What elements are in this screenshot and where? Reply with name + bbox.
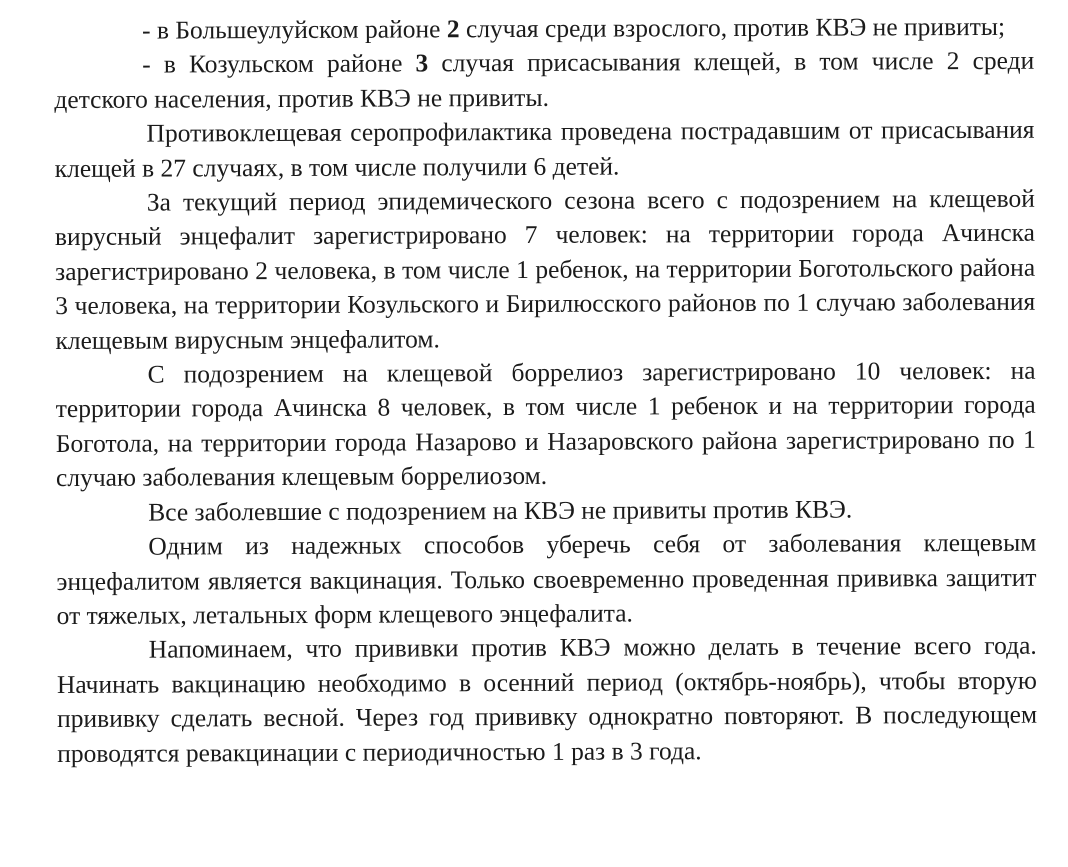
paragraph-reminder: Напоминаем, что прививки против КВЭ можно делать в течение всего года. Начинать вакцинацию необходимо в осенний период (октябрь-ноябрь), чтобы вторую прививку сделать весной. Через год прививку однократно повторяют. В последующем проводятся ревакцинации с периодичностью 1 раз в 3 года.	[56, 631, 1038, 768]
paragraph-kozulsky	[54, 44, 1034, 117]
case-count-bold: 2	[446, 14, 460, 44]
paragraph-not-vaccinated: Все заболевшие с подозрением на КВЭ не привиты против КВЭ.	[148, 494, 853, 527]
paragraph-text-after: случая присасывания клещей, в том числе 2 среди детского населения, против КВЭ не привиты.	[54, 46, 1035, 114]
paragraph-vaccination: Одним из надежных способов уберечь себя от заболевания клещевым энцефалитом является вакцинация. Только своевременно проведенная прививка защитит от тяжелых, летальных форм клещевого энцефалита.	[56, 527, 1037, 630]
paragraph-borreliosis: С подозрением на клещевой боррелиоз зарегистрировано 10 человек: на территории города Ачинска 8 человек, в том числе 1 ребенок и на территории города Боготола, на территории города Назарово и Назаровского района зарегистрировано по 1 случаю заболевания клещевым боррелиозом.	[55, 355, 1036, 493]
paragraph-text-before: - в Большеулуйском районе	[142, 14, 447, 45]
paragraph-tick-borne-encephalitis: За текущий период эпидемического сезона всего с подозрением на клещевой вирусный энцефалит зарегистрировано 7 человек: на территории города Ачинска зарегистрировано 2 человека, в том числе 1 ребенок, на территории Боготольского района 3 человека, на территории Козульского и Бирилюсского районов по 1 случаю заболевания клещевым вирусным энцефалитом.	[54, 183, 1036, 355]
document-page	[54, 10, 1037, 771]
paragraph-bolsheuluysky	[54, 10, 1034, 49]
paragraph-text-after: случая среди взрослого, против КВЭ не привиты;	[459, 11, 1006, 44]
case-count-bold: 3	[415, 48, 429, 78]
paragraph-text-before: - в Козульском районе	[142, 48, 416, 80]
paragraph-seroprophylaxis: Противоклещевая серопрофилактика проведена пострадавшим от присасывания клещей в 27 случаях, в том числе получили 6 детей.	[54, 114, 1035, 183]
